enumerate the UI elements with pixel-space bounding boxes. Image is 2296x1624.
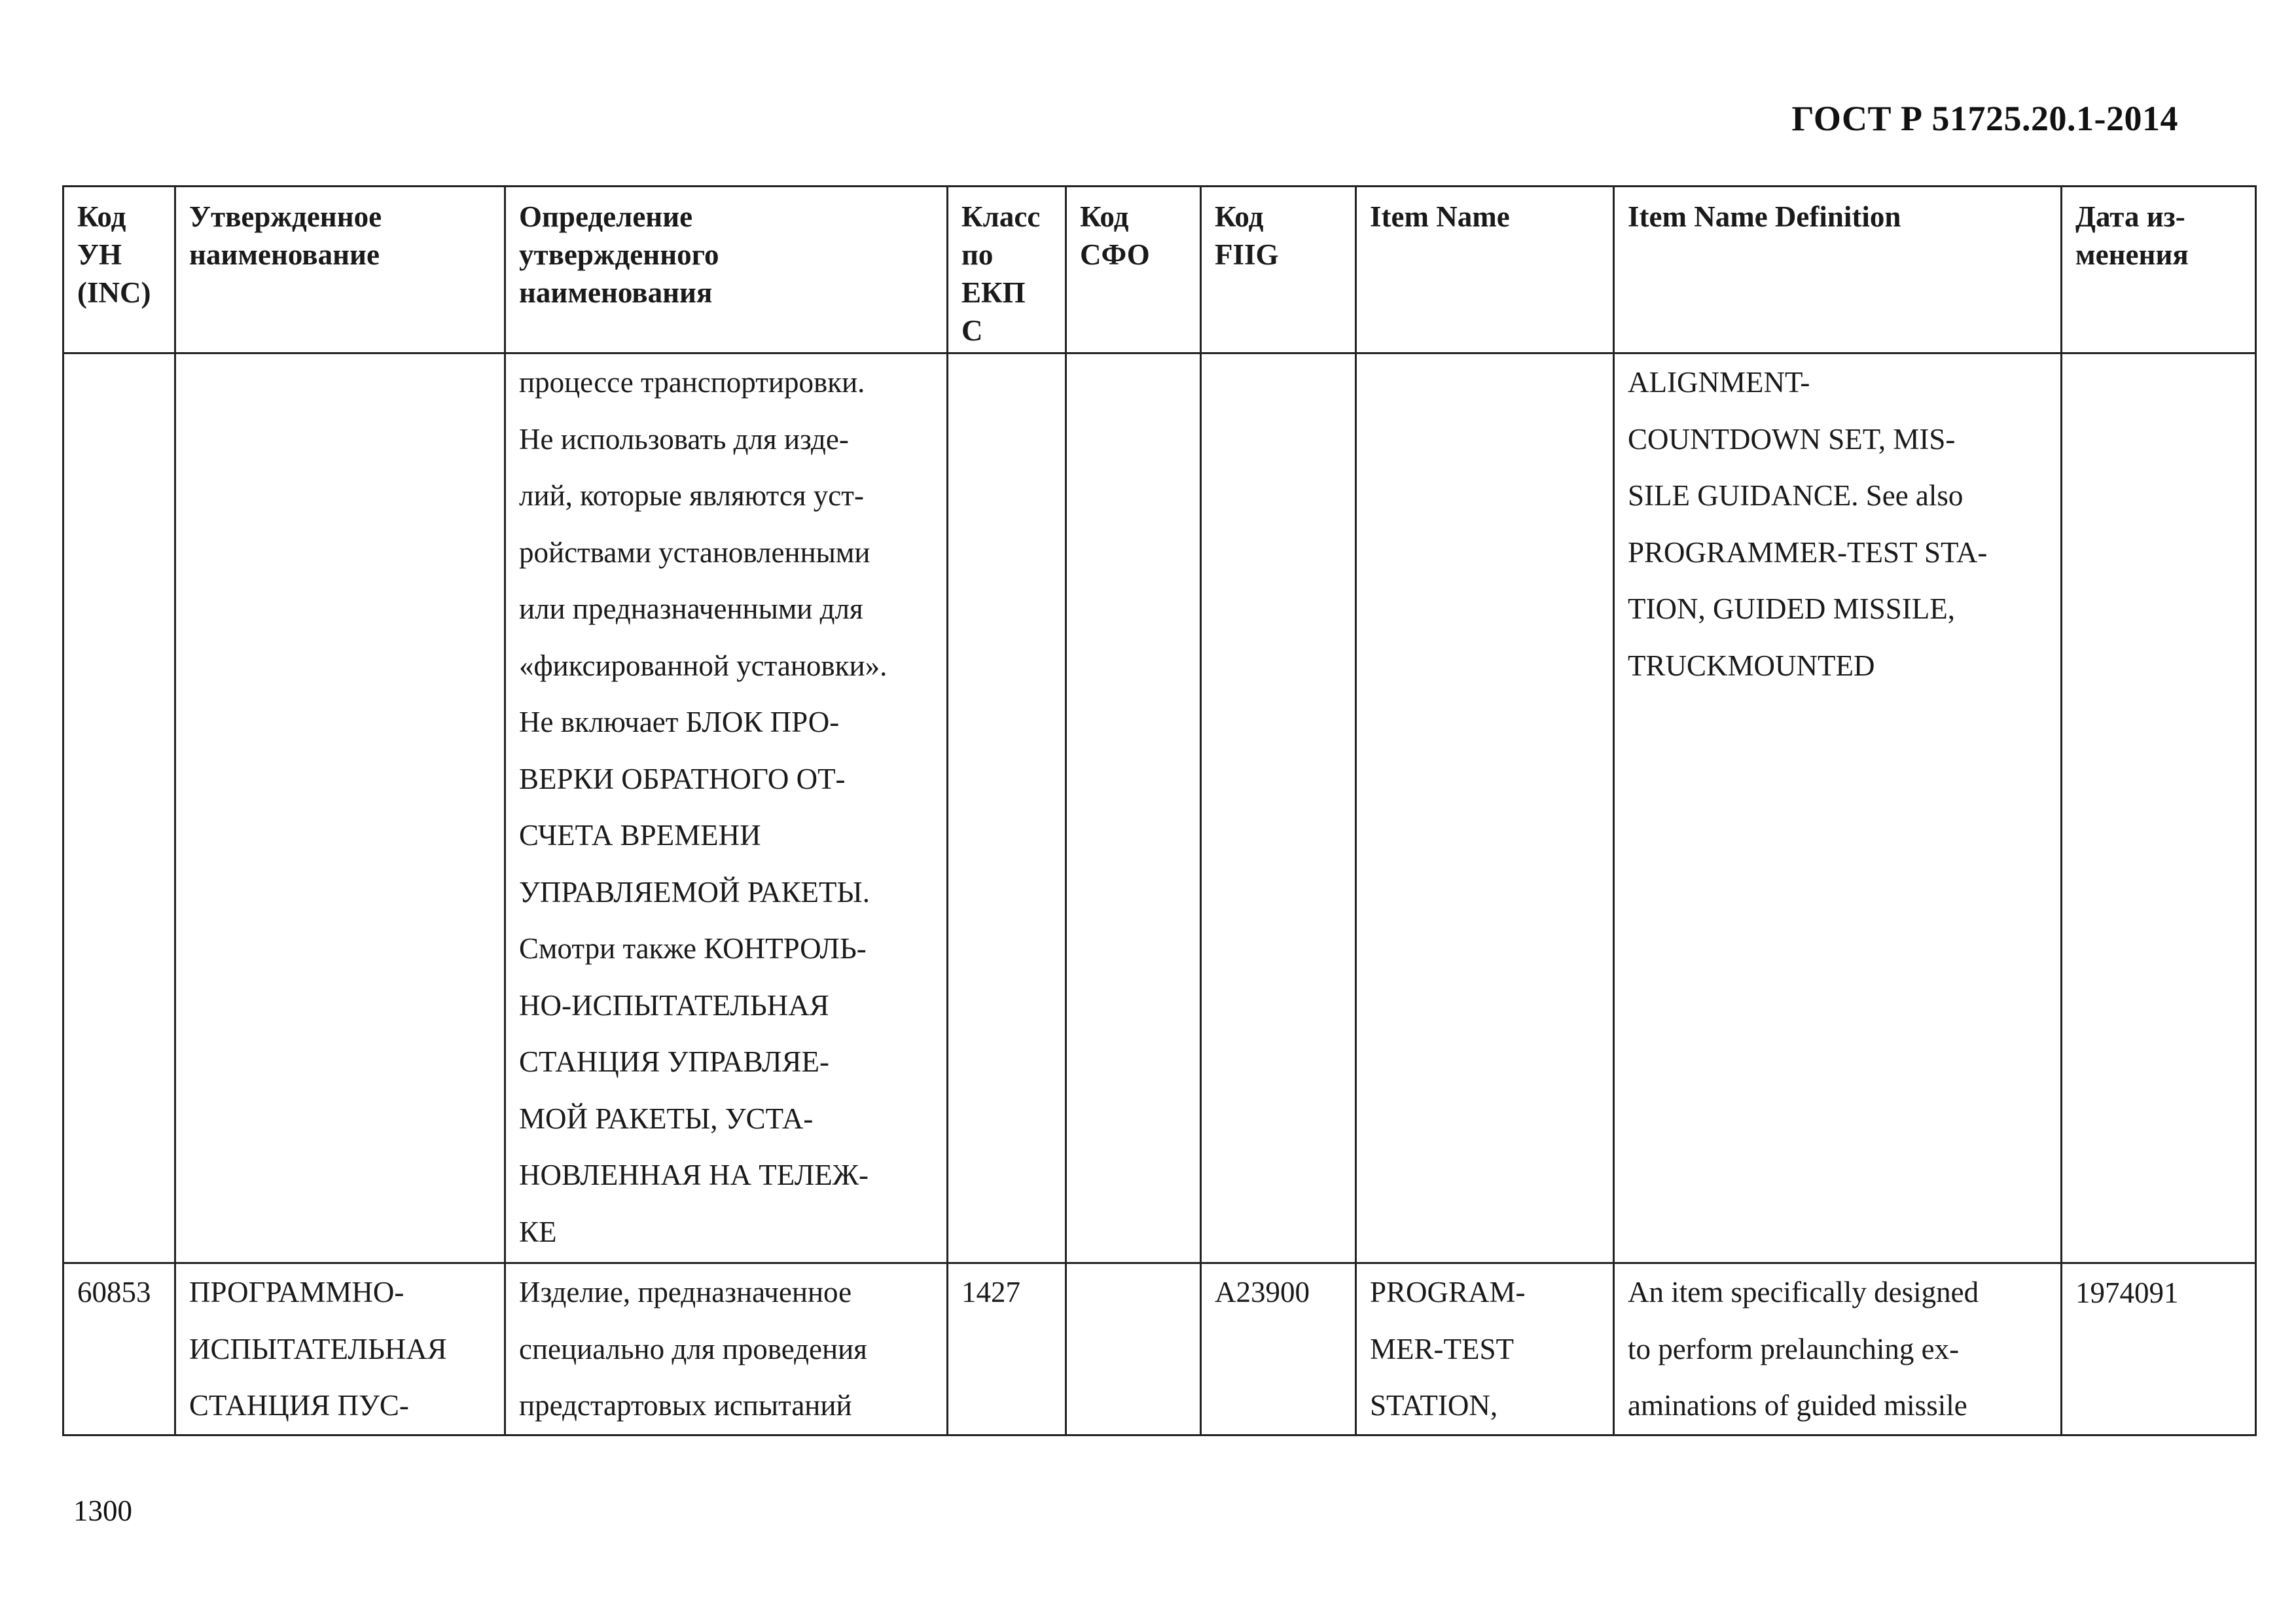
cell-item-name	[1356, 353, 1614, 1263]
page-number: 1300	[73, 1494, 132, 1527]
cell-sfo-code	[1066, 353, 1201, 1263]
header-class: Класс по ЕКП С	[948, 187, 1066, 353]
cell-change-date: 1974091	[2062, 1263, 2256, 1435]
cell-fiig-code: A23900	[1201, 1263, 1356, 1435]
table-row-entry	[63, 1263, 2256, 1435]
cell-fiig-code	[1201, 353, 1356, 1263]
cell-item-name-definition: ALIGNMENT- COUNTDOWN SET, MIS- SILE GUIDANCE. See also PROGRAMMER-TEST STA- TION, GUIDED MISSILE, TRUCKMOUNTED	[1614, 353, 2062, 1263]
cell-class	[948, 353, 1066, 1263]
cell-approved-name: ПРОГРАММНО- ИСПЫТАТЕЛЬНАЯ СТАНЦИЯ ПУС-	[175, 1263, 505, 1435]
nomenclature-table	[62, 185, 2257, 1436]
cell-inc: 60853	[63, 1263, 175, 1435]
cell-class: 1427	[948, 1263, 1066, 1435]
table-row-continuation	[63, 353, 2256, 1263]
cell-definition-ru: процессе транспортировки. Не использовать для изде- лий, которые являются уст- ройствами установленными или предназначенными для «фиксированной установки». Не включает БЛОК ПРО- ВЕРКИ ОБРАТНОГО ОТ- СЧЕТА ВРЕМЕНИ УПРАВЛЯЕМОЙ РАКЕТЫ. Смотри также КОНТРОЛЬ- НО-ИСПЫТАТЕЛЬНАЯ СТАНЦИЯ УПРАВЛЯЕ- МОЙ РАКЕТЫ, УСТА- НОВЛЕННАЯ НА ТЕЛЕЖ- КЕ	[505, 353, 948, 1263]
cell-item-name: PROGRAM- MER-TEST STATION,	[1356, 1263, 1614, 1435]
header-change-date: Дата из- менения	[2062, 187, 2256, 353]
header-sfo-code: Код СФО	[1066, 187, 1201, 353]
cell-sfo-code	[1066, 1263, 1201, 1435]
header-inc: Код УН (INC)	[63, 187, 175, 353]
document-standard-title: ГОСТ Р 51725.20.1-2014	[1791, 99, 2178, 138]
header-item-name: Item Name	[1356, 187, 1614, 353]
cell-definition-ru: Изделие, предназначенное специально для проведения предстартовых испытаний	[505, 1263, 948, 1435]
cell-item-name-definition: An item specifically designed to perform prelaunching ex- aminations of guided missile	[1614, 1263, 2062, 1435]
header-item-name-definition: Item Name Definition	[1614, 187, 2062, 353]
table-header-row	[63, 187, 2256, 353]
header-approved-name-definition: Определение утвержденного наименования	[505, 187, 948, 353]
cell-approved-name	[175, 353, 505, 1263]
header-fiig-code: Код FIIG	[1201, 187, 1356, 353]
header-approved-name: Утвержденное наименование	[175, 187, 505, 353]
cell-inc	[63, 353, 175, 1263]
cell-change-date	[2062, 353, 2256, 1263]
